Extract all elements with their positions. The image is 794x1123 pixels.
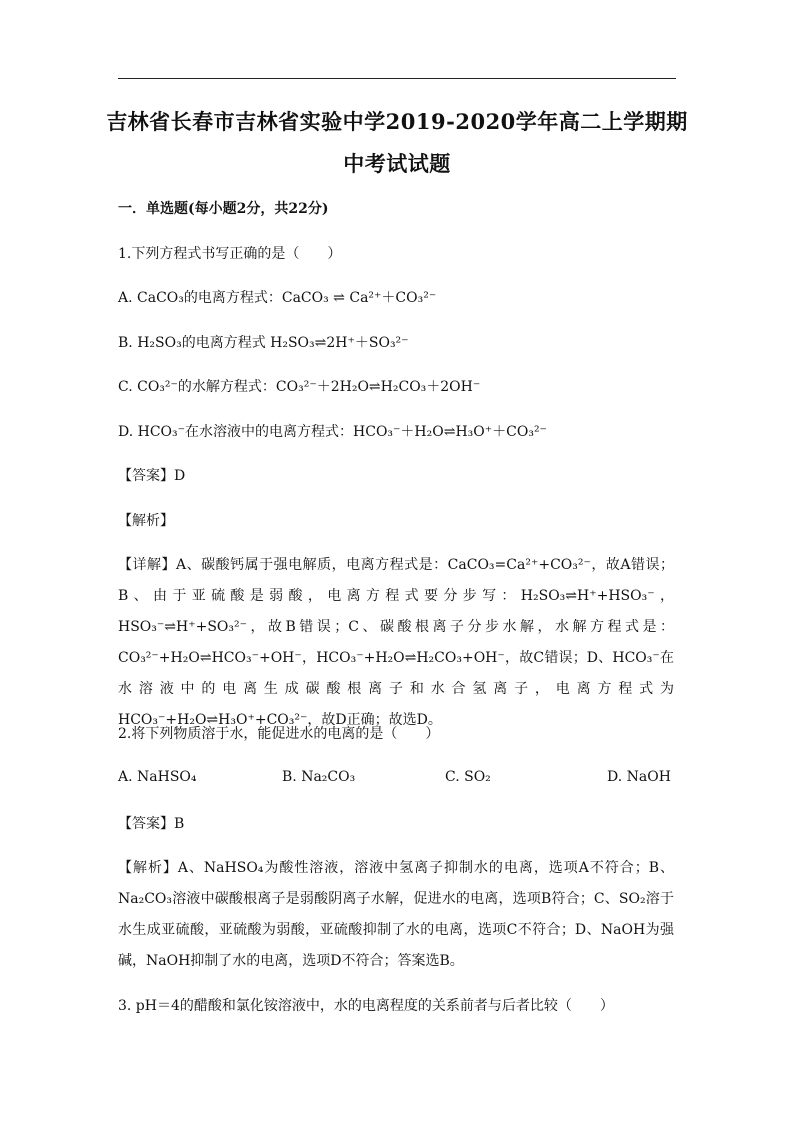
question-1-analysis-label: 【解析】: [118, 513, 174, 529]
question-3-stem: 3. pH＝4的醋酸和氯化铵溶液中，水的电离程度的关系前者与后者比较（ ）: [118, 998, 614, 1014]
question-1-option-a: A. CaCO₃的电离方程式：CaCO₃ ⇌ Ca²⁺＋CO₃²⁻: [118, 290, 437, 306]
question-1-answer: 【答案】D: [118, 468, 186, 484]
question-1-option-d: D. HCO₃⁻在水溶液中的电离方程式：HCO₃⁻＋H₂O⇌H₃O⁺＋CO₃²⁻: [118, 424, 547, 440]
question-1-stem: 1.下列方程式书写正确的是（ ）: [118, 246, 342, 262]
question-2-answer: 【答案】B: [118, 816, 185, 832]
question-2-analysis: 【解析】A、NaHSO₄为酸性溶液，溶液中氢离子抑制水的电离，选项A不符合；B、Na₂CO₃溶液中碳酸根离子是弱酸阴离子水解，促进水的电离，选项B符合；C、SO₂溶于水生成亚硫酸，亚硫酸为弱酸，亚硫酸抑制了水的电离，选项C不符合；D、NaOH为强碱，NaOH抑制了水的电离，选项D不符合；答案选B。: [118, 860, 674, 969]
header-rule: [118, 78, 676, 79]
question-2-option-c: C. SO₂: [445, 769, 491, 785]
question-1-detail: 【详解】A、碳酸钙属于强电解质，电离方程式是：CaCO₃=Ca²⁺+CO₃²⁻，故A错误；B、由于亚硫酸是弱酸，电离方程式要分步写：H₂SO₃⇌H⁺+HSO₃⁻，HSO₃⁻⇌H⁺+SO₃²⁻，故B错误；C、碳酸根离子分步水解，水解方程式是：CO₃²⁻+H₂O⇌HCO₃⁻+OH⁻，HCO₃⁻+H₂O⇌H₂CO₃+OH⁻，故C错误；D、HCO₃⁻在水溶液中的电离生成碳酸根离子和水合氢离子，电离方程式为HCO₃⁻+H₂O⇌H₃O⁺+CO₃²⁻，故D正确；故选D。: [118, 557, 674, 728]
question-1-option-c: C. CO₃²⁻的水解方程式：CO₃²⁻＋2H₂O⇌H₂CO₃＋2OH⁻: [118, 379, 481, 395]
question-1-option-b: B. H₂SO₃的电离方程式 H₂SO₃⇌2H⁺＋SO₃²⁻: [118, 335, 409, 351]
page-title: 吉林省长春市吉林省实验中学2019-2020学年高二上学期期: [106, 109, 688, 134]
section-heading: 一．单选题(每小题2分，共22分): [118, 201, 329, 217]
question-2-option-d: D. NaOH: [607, 769, 671, 785]
page-title-line2: 中考试试题: [343, 151, 451, 176]
question-2-option-a: A. NaHSO₄: [118, 769, 197, 785]
question-2-stem: 2.将下列物质溶于水，能促进水的电离的是（ ）: [118, 726, 440, 742]
question-2-option-b: B. Na₂CO₃: [282, 769, 356, 785]
